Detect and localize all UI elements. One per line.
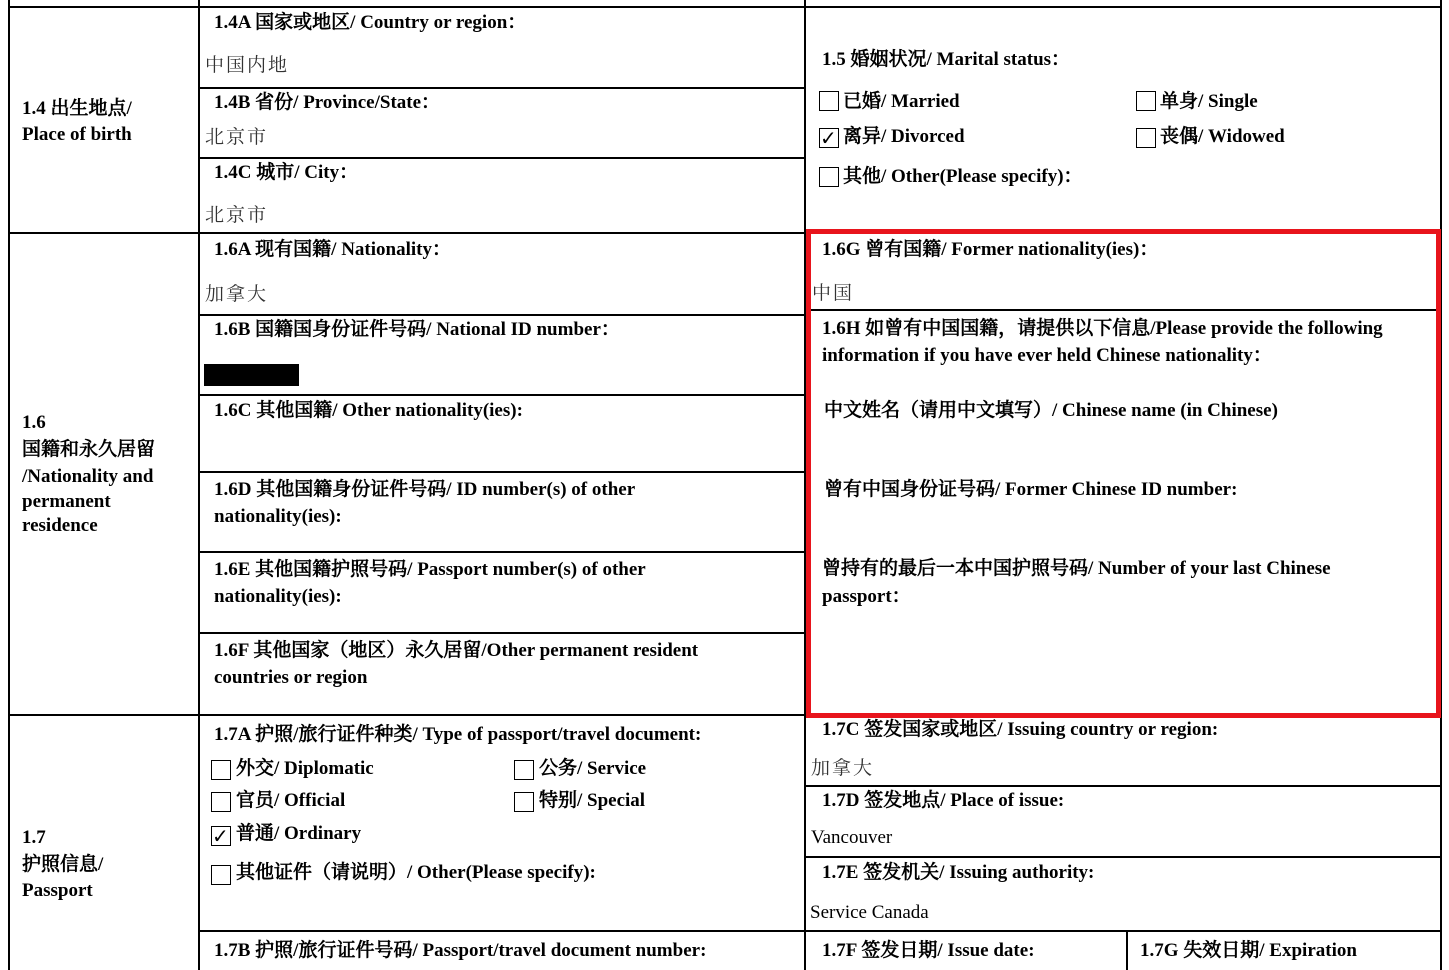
passport-type-label: 1.7A 护照/旅行证件种类/ Type of passport/travel document: [214,724,702,745]
redacted-national-id [204,364,299,386]
married-label: 已婚/ Married [843,91,960,112]
other-nationality-label: 1.6C 其他国籍/ Other nationality(ies): [214,400,523,421]
last-passport-label-2: passport： [822,586,911,607]
nationality-section-en-1: /Nationality and [22,466,154,487]
row-line [198,930,806,932]
current-nationality-label: 1.6A 现有国籍/ Nationality： [214,239,451,260]
other-id-label-2: nationality(ies): [214,506,342,527]
province-value[interactable]: 北京市 [205,126,269,148]
passport-section-cn: 护照信息/ [22,854,104,875]
row-line [198,471,806,473]
highlight-box [806,229,1441,718]
passport-section-num: 1.7 [22,827,46,848]
permanent-resident-label-2: countries or region [214,667,368,688]
birth-place-label-en: Place of birth [22,124,132,145]
service-checkbox[interactable] [514,760,534,780]
column-divider-label [198,0,200,970]
row-line [198,551,806,553]
issuing-authority-value[interactable]: Service Canada [810,902,929,923]
current-nationality-value[interactable]: 加拿大 [205,283,269,305]
other-marital-label: 其他/ Other(Please specify)： [843,166,1083,187]
marital-status-label: 1.5 婚姻状况/ Marital status： [822,49,1071,70]
national-id-label: 1.6B 国籍国身份证件号码/ National ID number： [214,319,620,340]
province-label: 1.4B 省份/ Province/State： [214,92,441,113]
city-label: 1.4C 城市/ City： [214,162,359,183]
other-id-label-1: 1.6D 其他国籍身份证件号码/ ID number(s) of other [214,479,636,500]
last-passport-label-1: 曾持有的最后一本中国护照号码/ Number of your last Chinese [822,558,1331,579]
place-of-issue-value[interactable]: Vancouver [811,827,893,848]
official-checkbox[interactable] [211,792,231,812]
issue-date-label: 1.7F 签发日期/ Issue date: [822,940,1035,961]
special-label: 特别/ Special [539,790,646,811]
other-document-label: 其他证件（请说明）/ Other(Please specify): [236,862,596,883]
single-checkbox[interactable] [1136,91,1156,111]
other-passport-label-2: nationality(ies): [214,586,342,607]
permanent-resident-label-1: 1.6F 其他国家（地区）永久居留/Other permanent resident [214,640,699,661]
form-border-top [8,6,1442,8]
divorced-label: 离异/ Divorced [843,126,965,147]
diplomatic-checkbox[interactable] [211,760,231,780]
nationality-section-cn: 国籍和永久居留 [22,439,156,460]
city-value[interactable]: 北京市 [205,204,269,226]
row-line [198,632,806,634]
form-border-left [8,0,10,970]
issuing-country-label: 1.7C 签发国家或地区/ Issuing country or region: [822,719,1219,740]
expiration-date-label: 1.7G 失效日期/ Expiration [1140,940,1357,961]
check-mark-icon: ✓ [212,824,229,848]
country-value[interactable]: 中国内地 [205,54,290,76]
chinese-info-label-2: information if you have ever held Chinese nationality： [822,345,1272,366]
nationality-section-en-3: residence [22,515,98,536]
passport-section-en: Passport [22,880,93,901]
birth-place-label-cn: 1.4 出生地点/ [22,98,132,119]
other-marital-checkbox[interactable] [819,167,839,187]
other-document-checkbox[interactable] [211,865,231,885]
issuing-country-value[interactable]: 加拿大 [811,757,875,779]
ordinary-label: 普通/ Ordinary [236,823,362,844]
diplomatic-label: 外交/ Diplomatic [236,758,374,779]
official-label: 官员/ Official [236,790,346,811]
row-line [806,930,1442,932]
check-mark-icon: ✓ [820,126,837,150]
widowed-label: 丧偶/ Widowed [1160,126,1285,147]
special-checkbox[interactable] [514,792,534,812]
place-of-issue-label: 1.7D 签发地点/ Place of issue: [822,790,1065,811]
nationality-section-en-2: permanent [22,491,111,512]
chinese-info-label-1: 1.6H 如曾有中国国籍，请提供以下信息/Please provide the following [822,318,1383,339]
other-passport-label-1: 1.6E 其他国籍护照号码/ Passport number(s) of other [214,559,646,580]
column-divider-dates [1126,930,1128,970]
chinese-name-label: 中文姓名（请用中文填写）/ Chinese name (in Chinese) [824,400,1278,421]
widowed-checkbox[interactable] [1136,128,1156,148]
country-label: 1.4A 国家或地区/ Country or region： [214,12,527,33]
service-label: 公务/ Service [539,758,647,779]
single-label: 单身/ Single [1160,91,1258,112]
former-chinese-id-label: 曾有中国身份证号码/ Former Chinese ID number: [824,479,1238,500]
row-line [806,856,1442,858]
passport-number-label: 1.7B 护照/旅行证件号码/ Passport/travel document number: [214,940,707,961]
issuing-authority-label: 1.7E 签发机关/ Issuing authority: [822,862,1095,883]
nationality-section-num: 1.6 [22,412,46,433]
row-line [198,394,806,396]
former-nationality-label: 1.6G 曾有国籍/ Former nationality(ies)： [822,239,1159,260]
former-nationality-value[interactable]: 中国 [812,282,855,304]
married-checkbox[interactable] [819,91,839,111]
